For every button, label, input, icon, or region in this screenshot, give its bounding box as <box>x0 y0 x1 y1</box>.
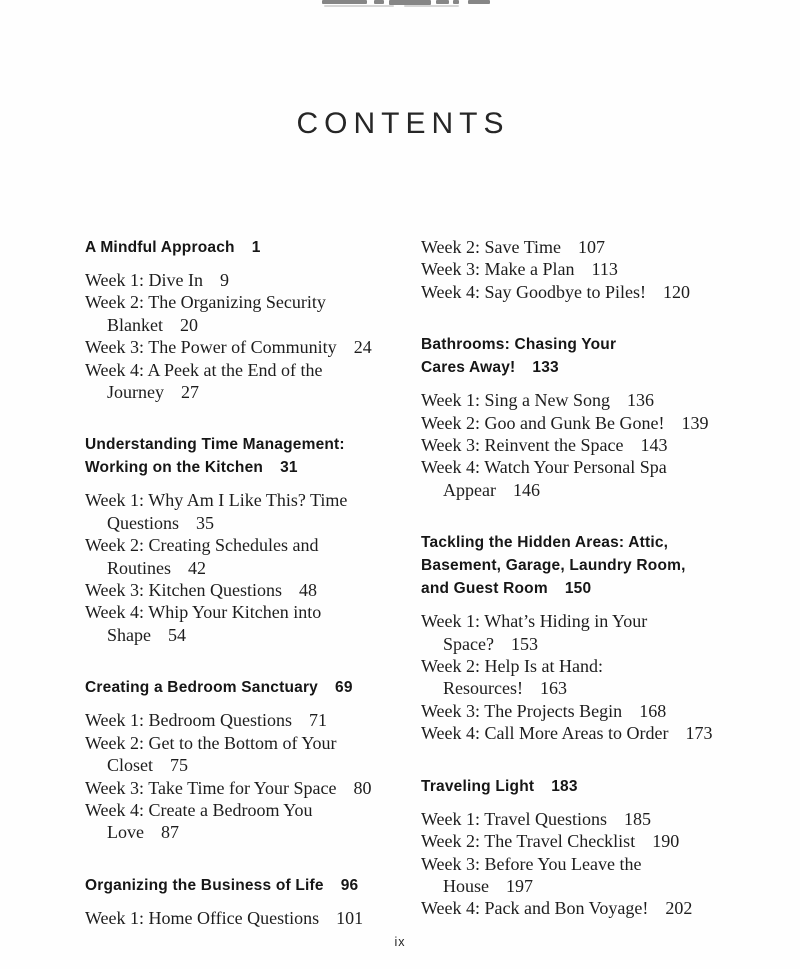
entry-line <box>85 291 393 313</box>
toc-entry-group <box>85 489 393 646</box>
page-number: 113 <box>591 259 618 280</box>
page-number: 143 <box>640 435 668 456</box>
toc-section-heading <box>421 531 729 600</box>
entry-line <box>421 830 729 852</box>
cropped-text-fragment <box>404 5 459 7</box>
toc-entry <box>421 258 729 280</box>
entry-text: Week 4: Say Goodbye to Piles! <box>421 281 647 302</box>
page-number: 101 <box>336 907 364 928</box>
entry-text: Week 2: Save Time <box>421 237 562 257</box>
entry-line <box>421 875 729 897</box>
entry-line <box>421 389 729 411</box>
page-number: 35 <box>196 512 214 533</box>
cropped-text-fragment <box>453 0 459 4</box>
entry-line <box>85 601 393 623</box>
page-title: CONTENTS <box>296 107 510 140</box>
heading-text: Traveling Light <box>421 777 535 795</box>
toc-entry <box>421 456 729 501</box>
heading-line <box>421 577 729 600</box>
toc-entry <box>85 907 393 929</box>
toc-entry <box>421 700 729 722</box>
entry-line <box>85 624 393 646</box>
toc-entry <box>85 291 393 336</box>
page-number: 48 <box>299 580 318 601</box>
page-number: 163 <box>539 678 567 699</box>
entry-text: Week 4: Watch Your Personal Spa <box>421 457 667 478</box>
toc-entry-group <box>421 236 729 303</box>
entry-line <box>85 557 393 579</box>
page-number: 20 <box>180 314 198 335</box>
entry-line <box>421 281 729 303</box>
entry-line <box>421 808 729 830</box>
entry-line <box>85 381 393 403</box>
entry-line <box>85 336 393 358</box>
entry-text: Closet <box>107 755 154 776</box>
toc-entry <box>85 799 393 844</box>
entry-line <box>421 853 729 875</box>
page-number: 120 <box>663 281 691 302</box>
entry-line <box>421 236 729 258</box>
toc-entry <box>85 534 393 579</box>
entry-line <box>85 269 393 291</box>
toc-entry <box>85 709 393 731</box>
entry-line <box>421 700 729 722</box>
page-number: 9 <box>220 270 230 290</box>
entry-line <box>85 314 393 336</box>
entry-line <box>421 677 729 699</box>
toc-column-right <box>421 236 729 920</box>
toc-entry <box>421 853 729 898</box>
entry-text: Week 4: Whip Your Kitchen into <box>85 602 322 623</box>
toc-section-heading <box>85 874 393 897</box>
toc-entry <box>85 579 393 601</box>
page-number: 197 <box>506 875 533 896</box>
entry-text: Week 1: Bedroom Questions <box>85 710 293 731</box>
entry-text: Space? <box>443 633 494 654</box>
page-number: 69 <box>335 679 353 697</box>
page-number: 87 <box>160 822 179 843</box>
entry-line <box>421 722 729 744</box>
toc-entry <box>421 655 729 700</box>
toc-section-heading <box>85 236 393 259</box>
entry-line <box>85 512 393 534</box>
entry-line <box>85 821 393 843</box>
entry-line <box>85 777 393 799</box>
entry-line <box>421 610 729 632</box>
heading-text: Understanding Time Management: <box>85 436 345 454</box>
entry-text: Week 1: What’s Hiding in Your <box>421 611 648 632</box>
entry-text: Week 3: Make a Plan <box>421 259 575 280</box>
entry-text: Week 1: Dive In <box>85 270 204 290</box>
entry-text: Appear <box>443 479 496 500</box>
page-number: 27 <box>181 382 199 403</box>
entry-text: Week 2: Creating Schedules and <box>85 535 319 556</box>
heading-line <box>421 531 729 554</box>
page-number: 133 <box>532 359 559 377</box>
toc-entry-group <box>421 389 729 501</box>
entry-line <box>85 709 393 731</box>
entry-line <box>85 489 393 511</box>
page-number: 150 <box>564 580 592 598</box>
toc-entry <box>421 412 729 434</box>
page-number: 42 <box>188 557 207 578</box>
entry-line <box>85 754 393 776</box>
heading-text: Bathrooms: Chasing Your <box>421 336 617 354</box>
entry-text: Week 3: Kitchen Questions <box>85 580 283 601</box>
cropped-text-fragment <box>374 0 384 4</box>
page-number: 139 <box>681 412 709 433</box>
heading-line <box>421 554 729 577</box>
entry-text: Week 2: The Travel Checklist <box>421 831 636 852</box>
page-number: 54 <box>168 624 186 645</box>
entry-text: Week 3: Take Time for Your Space <box>85 777 337 798</box>
page-number: 96 <box>340 876 359 894</box>
heading-line <box>421 356 729 379</box>
heading-text: Tackling the Hidden Areas: Attic, <box>421 534 669 552</box>
page-number: 80 <box>353 777 372 798</box>
entry-text: Week 3: Before You Leave the <box>421 853 642 874</box>
entry-text: House <box>443 875 489 896</box>
page-number: 183 <box>551 777 578 795</box>
entry-text: Questions <box>107 512 179 533</box>
heading-text: Basement, Garage, Laundry Room, <box>421 557 686 575</box>
toc-entry <box>421 281 729 303</box>
toc-section-heading <box>85 433 393 479</box>
toc-entry <box>85 336 393 358</box>
heading-line <box>421 333 729 356</box>
toc-section-heading <box>421 333 729 379</box>
page-number: 185 <box>624 808 652 829</box>
toc-entry <box>85 601 393 646</box>
page-number: 107 <box>578 237 606 257</box>
heading-line <box>85 456 393 479</box>
toc-entry <box>421 434 729 456</box>
entry-line <box>421 633 729 655</box>
page-number: 1 <box>251 239 261 256</box>
toc-entry <box>421 808 729 830</box>
entry-line <box>85 907 393 929</box>
page-number: 136 <box>627 390 655 411</box>
toc-entry-group <box>421 610 729 744</box>
entry-text: Resources! <box>443 678 523 699</box>
toc-section-heading <box>421 775 729 798</box>
heading-text: Cares Away! <box>421 359 516 377</box>
cropped-text-fragment <box>436 0 449 4</box>
toc-entry <box>421 830 729 852</box>
entry-line <box>85 579 393 601</box>
toc-entry <box>421 897 729 919</box>
toc-entry <box>85 359 393 404</box>
toc-entry <box>421 722 729 744</box>
page-number: 190 <box>652 831 680 852</box>
entry-line <box>421 434 729 456</box>
entry-line <box>421 456 729 478</box>
folio-page-number: ix <box>394 935 406 949</box>
entry-text: Week 4: Pack and Bon Voyage! <box>421 898 649 919</box>
entry-text: Week 2: The Organizing Security <box>85 292 326 313</box>
heading-line <box>85 874 393 897</box>
page-number: 71 <box>309 710 328 731</box>
entry-line <box>421 655 729 677</box>
entry-text: Week 4: Create a Bedroom You <box>85 799 313 820</box>
toc-entry <box>421 236 729 258</box>
toc-entry <box>85 269 393 291</box>
entry-line <box>85 799 393 821</box>
entry-text: Love <box>107 822 144 843</box>
entry-text: Week 4: A Peek at the End of the <box>85 359 323 380</box>
page-number: 168 <box>639 700 667 721</box>
cropped-text-fragment <box>468 0 490 4</box>
entry-text: Week 1: Sing a New Song <box>421 390 611 411</box>
heading-text: A Mindful Approach <box>85 239 235 256</box>
entry-text: Routines <box>107 557 172 578</box>
toc-entry-group <box>85 907 393 929</box>
entry-line <box>85 732 393 754</box>
entry-line <box>85 534 393 556</box>
entry-line <box>421 412 729 434</box>
heading-text: and Guest Room <box>421 580 548 598</box>
entry-text: Journey <box>107 382 164 403</box>
cropped-text-fragment <box>324 5 394 7</box>
entry-text: Blanket <box>107 314 163 335</box>
heading-text: Organizing the Business of Life <box>85 876 324 894</box>
page-number: 153 <box>510 633 538 654</box>
entry-line <box>85 359 393 381</box>
entry-text: Week 1: Travel Questions <box>421 808 608 829</box>
entry-text: Week 2: Get to the Bottom of Your <box>85 732 337 753</box>
page-number: 202 <box>665 898 693 919</box>
entry-text: Week 3: The Power of Community <box>85 337 337 358</box>
toc-column-left <box>85 236 393 929</box>
toc-entry <box>85 489 393 534</box>
heading-text: Creating a Bedroom Sanctuary <box>85 679 318 697</box>
entry-line <box>421 258 729 280</box>
heading-line <box>85 433 393 456</box>
toc-entry-group <box>85 269 393 403</box>
entry-text: Shape <box>107 624 151 645</box>
entry-line <box>421 479 729 501</box>
entry-text: Week 2: Goo and Gunk Be Gone! <box>421 412 665 433</box>
toc-entry-group <box>85 709 393 843</box>
heading-line <box>85 236 393 259</box>
entry-text: Week 4: Call More Areas to Order <box>421 723 669 744</box>
toc-entry <box>85 777 393 799</box>
page-number: 75 <box>170 755 189 776</box>
entry-text: Week 3: Reinvent the Space <box>421 435 624 456</box>
toc-columns <box>85 236 730 929</box>
toc-entry-group <box>421 808 729 920</box>
toc-section-heading <box>85 676 393 699</box>
heading-text: Working on the Kitchen <box>85 459 264 477</box>
toc-entry <box>85 732 393 777</box>
page-number: 173 <box>685 723 713 744</box>
entry-text: Week 1: Home Office Questions <box>85 907 320 928</box>
entry-text: Week 1: Why Am I Like This? Time <box>85 490 348 511</box>
cropped-running-head <box>0 0 800 10</box>
entry-text: Week 2: Help Is at Hand: <box>421 656 603 677</box>
heading-line <box>85 676 393 699</box>
entry-text: Week 3: The Projects Begin <box>421 700 623 721</box>
toc-entry <box>421 389 729 411</box>
page-number: 146 <box>512 479 540 500</box>
toc-entry <box>421 610 729 655</box>
cropped-text-fragment <box>322 0 367 4</box>
heading-line <box>421 775 729 798</box>
entry-line <box>421 897 729 919</box>
page-number: 31 <box>280 459 298 477</box>
page-number: 24 <box>353 337 372 358</box>
